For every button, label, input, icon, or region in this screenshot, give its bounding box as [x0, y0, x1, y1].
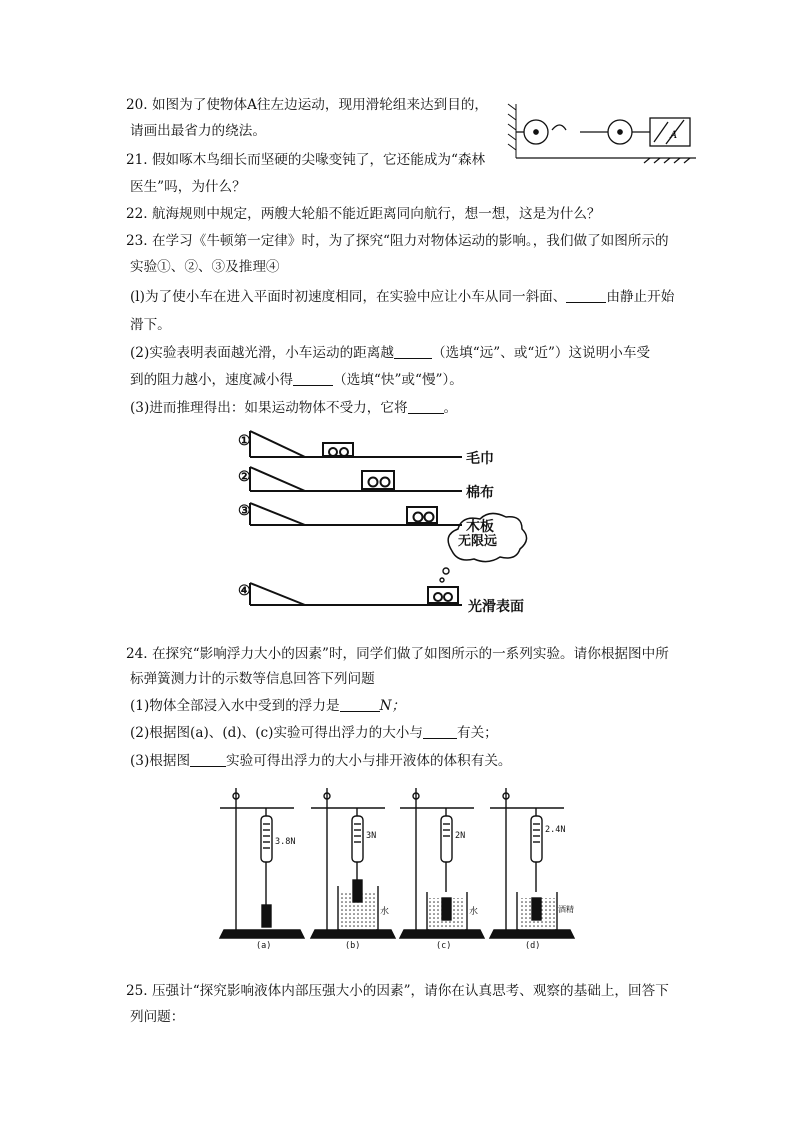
panel-d: [490, 788, 574, 938]
reading-b: 3N: [366, 831, 377, 841]
q23-part1: [130, 288, 674, 306]
q24-part2-text-a: (2)根据图(a)、(d)、(c)实验可得出浮力的大小与: [130, 725, 423, 741]
q25-line1: 25. 压强计“探究影响液体内部压强大小的因素”，请你在认真思考、观察的基础上，回答下: [126, 983, 669, 999]
q23-line1: 23. 在学习《牛顿第一定律》时，为了探究“阻力对物体运动的影响。，我们做了如图所示的: [126, 233, 669, 249]
q23-part1-text-a: (l)为了使小车在进入平面时初速度相同，在实验中应让小车从同一斜面、: [130, 289, 567, 305]
liquid-d: 酒精: [558, 905, 574, 914]
movable-pulley: [580, 120, 650, 144]
q20-line1: 20. 如图为了使物体A往左边运动，现用滑轮组来达到目的，: [126, 97, 489, 113]
q24-blank-1[interactable]: [340, 698, 380, 712]
q22-line1: 22. 航海规则中规定，两艘大轮船不能近距离同向航行，想一想，这是为什么？: [126, 206, 601, 222]
q24-blank-3[interactable]: [190, 753, 226, 767]
label-b: (b): [345, 941, 361, 951]
liquid-c: 水: [469, 907, 479, 917]
q24-part3: [130, 752, 512, 770]
q24-part1: [130, 697, 405, 715]
q25-line2: 列问题：: [130, 1009, 185, 1025]
q24-part2: [130, 724, 498, 742]
surface-2: 棉布: [466, 485, 494, 501]
q21-line2: 医生”吗，为什么？: [130, 179, 246, 195]
reading-a: 3.8N: [275, 837, 296, 847]
q23-blank-3[interactable]: [293, 372, 333, 386]
fixed-pulley: [516, 120, 566, 144]
q23-part1-cont: 滑下。: [130, 317, 171, 333]
incline-row-2: [250, 467, 462, 491]
q23-part2: [130, 344, 650, 362]
liquid-b: 水: [380, 907, 390, 917]
q24-part3-text-a: (3)根据图: [130, 753, 191, 769]
q24-line2: 标弹簧测力计的示数等信息回答下列问题: [130, 671, 375, 687]
row-1-num: ①: [238, 433, 251, 449]
q24-part3-text-b: 实验可得出浮力的大小与排开液体的体积有关。: [226, 753, 512, 769]
q23-part3-text-b: 。: [443, 400, 458, 416]
q23-part2-text-d: （选填“快”或“慢”）。: [333, 372, 463, 388]
q23-part2-text-b: （选填“远”、或“近”）这说明小车受: [431, 345, 651, 361]
panel-a: [220, 788, 304, 938]
surface-4: 光滑表面: [468, 599, 524, 615]
buoyancy-figure: [212, 780, 588, 955]
label-c: (c): [436, 941, 452, 951]
q23-part3-text-a: (3)进而推理得出：如果运动物体不受力，它将: [130, 400, 408, 416]
cloud-text: 无限远: [458, 534, 498, 549]
incline-row-1: [250, 431, 462, 457]
q23-part1-text-b: 由静止开始: [606, 289, 675, 305]
ground: [516, 158, 696, 163]
surface-3: 木板: [466, 519, 494, 535]
row-3-num: ③: [238, 503, 251, 519]
incline-row-3: [250, 503, 462, 525]
q23-line2: 实验①、②、③及推理④: [130, 259, 280, 275]
block-a-label: A: [670, 130, 678, 141]
q23-part2-text-a: (2)实验表明表面越光滑，小车运动的距离越: [130, 345, 394, 361]
row-4-num: ④: [238, 583, 251, 599]
pulley-figure: [500, 100, 700, 164]
reading-c: 2N: [455, 831, 466, 841]
surface-1: 毛巾: [466, 451, 494, 467]
incline-figure: [240, 425, 560, 620]
incline-row-4: [250, 583, 462, 605]
q23-blank-2[interactable]: [394, 345, 432, 359]
cart-4: [428, 587, 458, 603]
left-wall: [508, 104, 516, 158]
q24-blank-2[interactable]: [423, 725, 457, 739]
q23-part2-cont: [130, 371, 463, 389]
label-d: (d): [525, 941, 541, 951]
q23-part2-text-c: 到的阻力越小，速度减小得: [130, 372, 294, 388]
q20-line2: 请画出最省力的绕法。: [130, 123, 266, 139]
label-a: (a): [256, 941, 272, 951]
q23-blank-4[interactable]: [408, 400, 444, 414]
q21-line1: 21. 假如啄木鸟细长而坚硬的尖喙变钝了，它还能成为“森林: [126, 152, 486, 168]
q24-line1: 24. 在探究“影响浮力大小的因素”时，同学们做了如图所示的一系列实验。请你根据图中所: [126, 646, 669, 662]
q24-part1-text-a: (1)物体全部浸入水中受到的浮力是: [130, 698, 340, 714]
row-2-num: ②: [238, 469, 251, 485]
q24-part2-text-b: 有关；: [457, 725, 498, 741]
q23-part3: [130, 399, 457, 417]
reading-d: 2.4N: [545, 825, 566, 835]
q23-blank-1[interactable]: [566, 289, 606, 303]
q24-part1-text-b: N；: [379, 698, 406, 714]
